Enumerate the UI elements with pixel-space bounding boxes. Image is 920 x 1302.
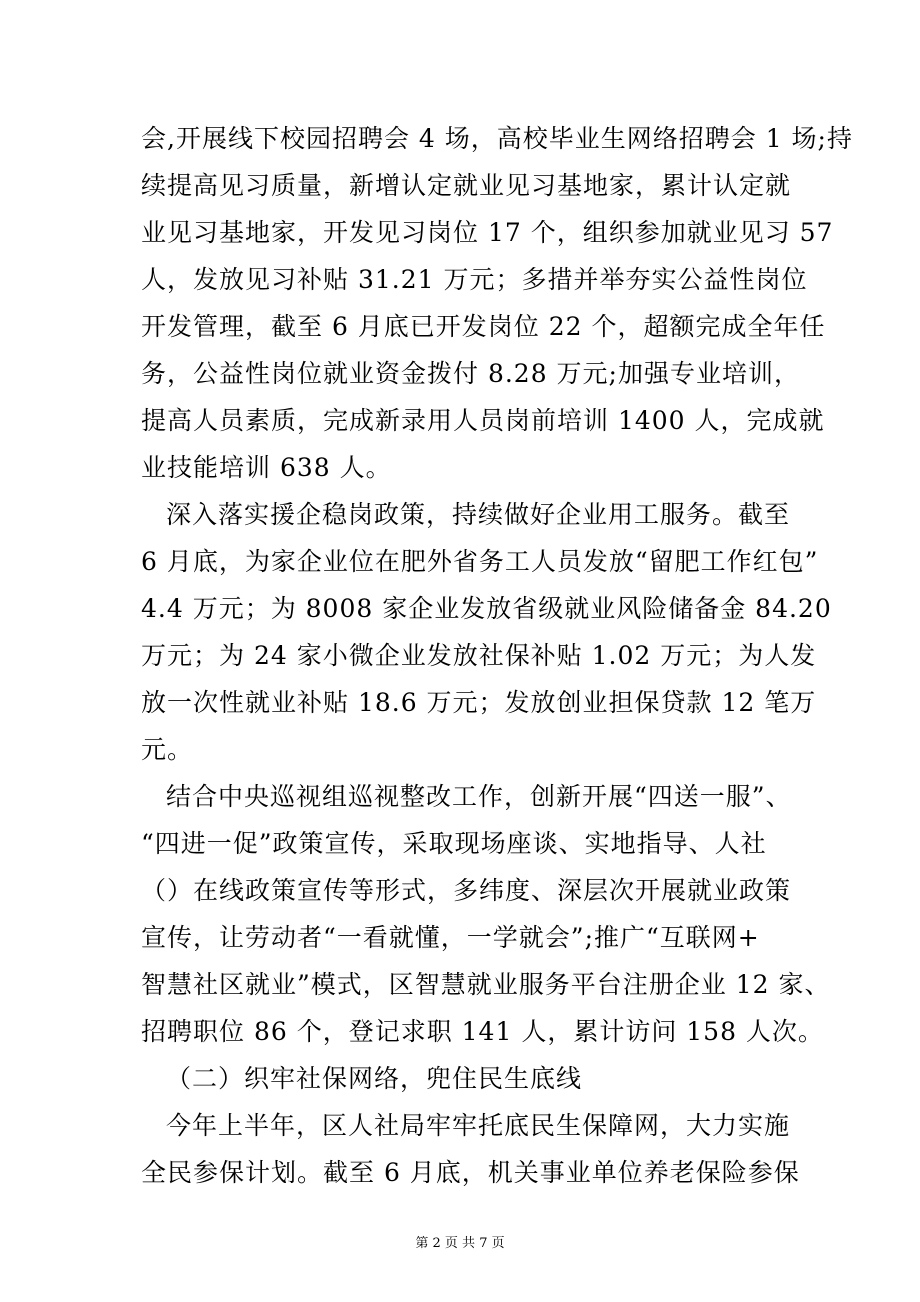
text-line: 业见习基地家，开发见习岗位 17 个，组织参加就业见习 57 — [141, 218, 834, 247]
text-line: 续提高见习质量，新增认定就业见习基地家，累计认定就 — [141, 171, 792, 200]
text-line: 4.4 万元；为 8008 家企业发放省级就业风险储备金 84.20 — [141, 594, 832, 623]
page-footer: 第 2 页 共 7 页 — [415, 1236, 505, 1251]
text-line: 万元；为 24 家小微企业发放社保补贴 1.02 万元；为人发 — [141, 641, 817, 670]
text-line: 全民参保计划。截至 6 月底，机关事业单位养老保险参保 — [141, 1158, 800, 1187]
paragraph-first-line: 今年上半年，区人社局牢牢托底民生保障网，大力实施 — [166, 1111, 791, 1140]
paragraph-first-line: 深入落实援企稳岗政策，持续做好企业用工服务。截至 — [166, 500, 791, 529]
text-line: 人，发放见习补贴 31.21 万元；多措并举夯实公益性岗位 — [141, 265, 808, 294]
text-line: 会,开展线下校园招聘会 4 场，高校毕业生网络招聘会 1 场;持 — [141, 124, 853, 153]
text-line: 招聘职位 86 个，登记求职 141 人，累计访问 158 人次。 — [141, 1017, 824, 1046]
text-line: “四进一促”政策宣传，采取现场座谈、实地指导、人社 — [141, 829, 767, 858]
text-line: 开发管理，截至 6 月底已开发岗位 22 个，超额完成全年任 — [141, 312, 826, 341]
text-line: 务，公益性岗位就业资金拨付 8.28 万元;加强专业培训， — [141, 359, 800, 388]
paragraph-first-line: 结合中央巡视组巡视整改工作，创新开展“四送一服”、 — [166, 782, 792, 811]
text-line: 元。 — [141, 735, 194, 764]
text-line: （）在线政策宣传等形式，多纬度、深层次开展就业政策 — [141, 876, 792, 905]
text-line: 6 月底，为家企业位在肥外省务工人员发放“留肥工作红包” — [141, 547, 819, 576]
text-line: 提高人员素质，完成新录用人员岗前培训 1400 人，完成就 — [141, 406, 825, 435]
text-line: 智慧社区就业”模式，区智慧就业服务平台注册企业 12 家、 — [141, 970, 831, 999]
text-line: 宣传，让劳动者“一看就懂，一学就会”;推广“互联网+ — [141, 923, 760, 952]
section-heading: （二）织牢社保网络，兜住民生底线 — [166, 1064, 583, 1093]
text-line: 放一次性就业补贴 18.6 万元；发放创业担保贷款 12 笔万 — [141, 688, 817, 717]
text-line: 业技能培训 638 人。 — [141, 453, 392, 482]
